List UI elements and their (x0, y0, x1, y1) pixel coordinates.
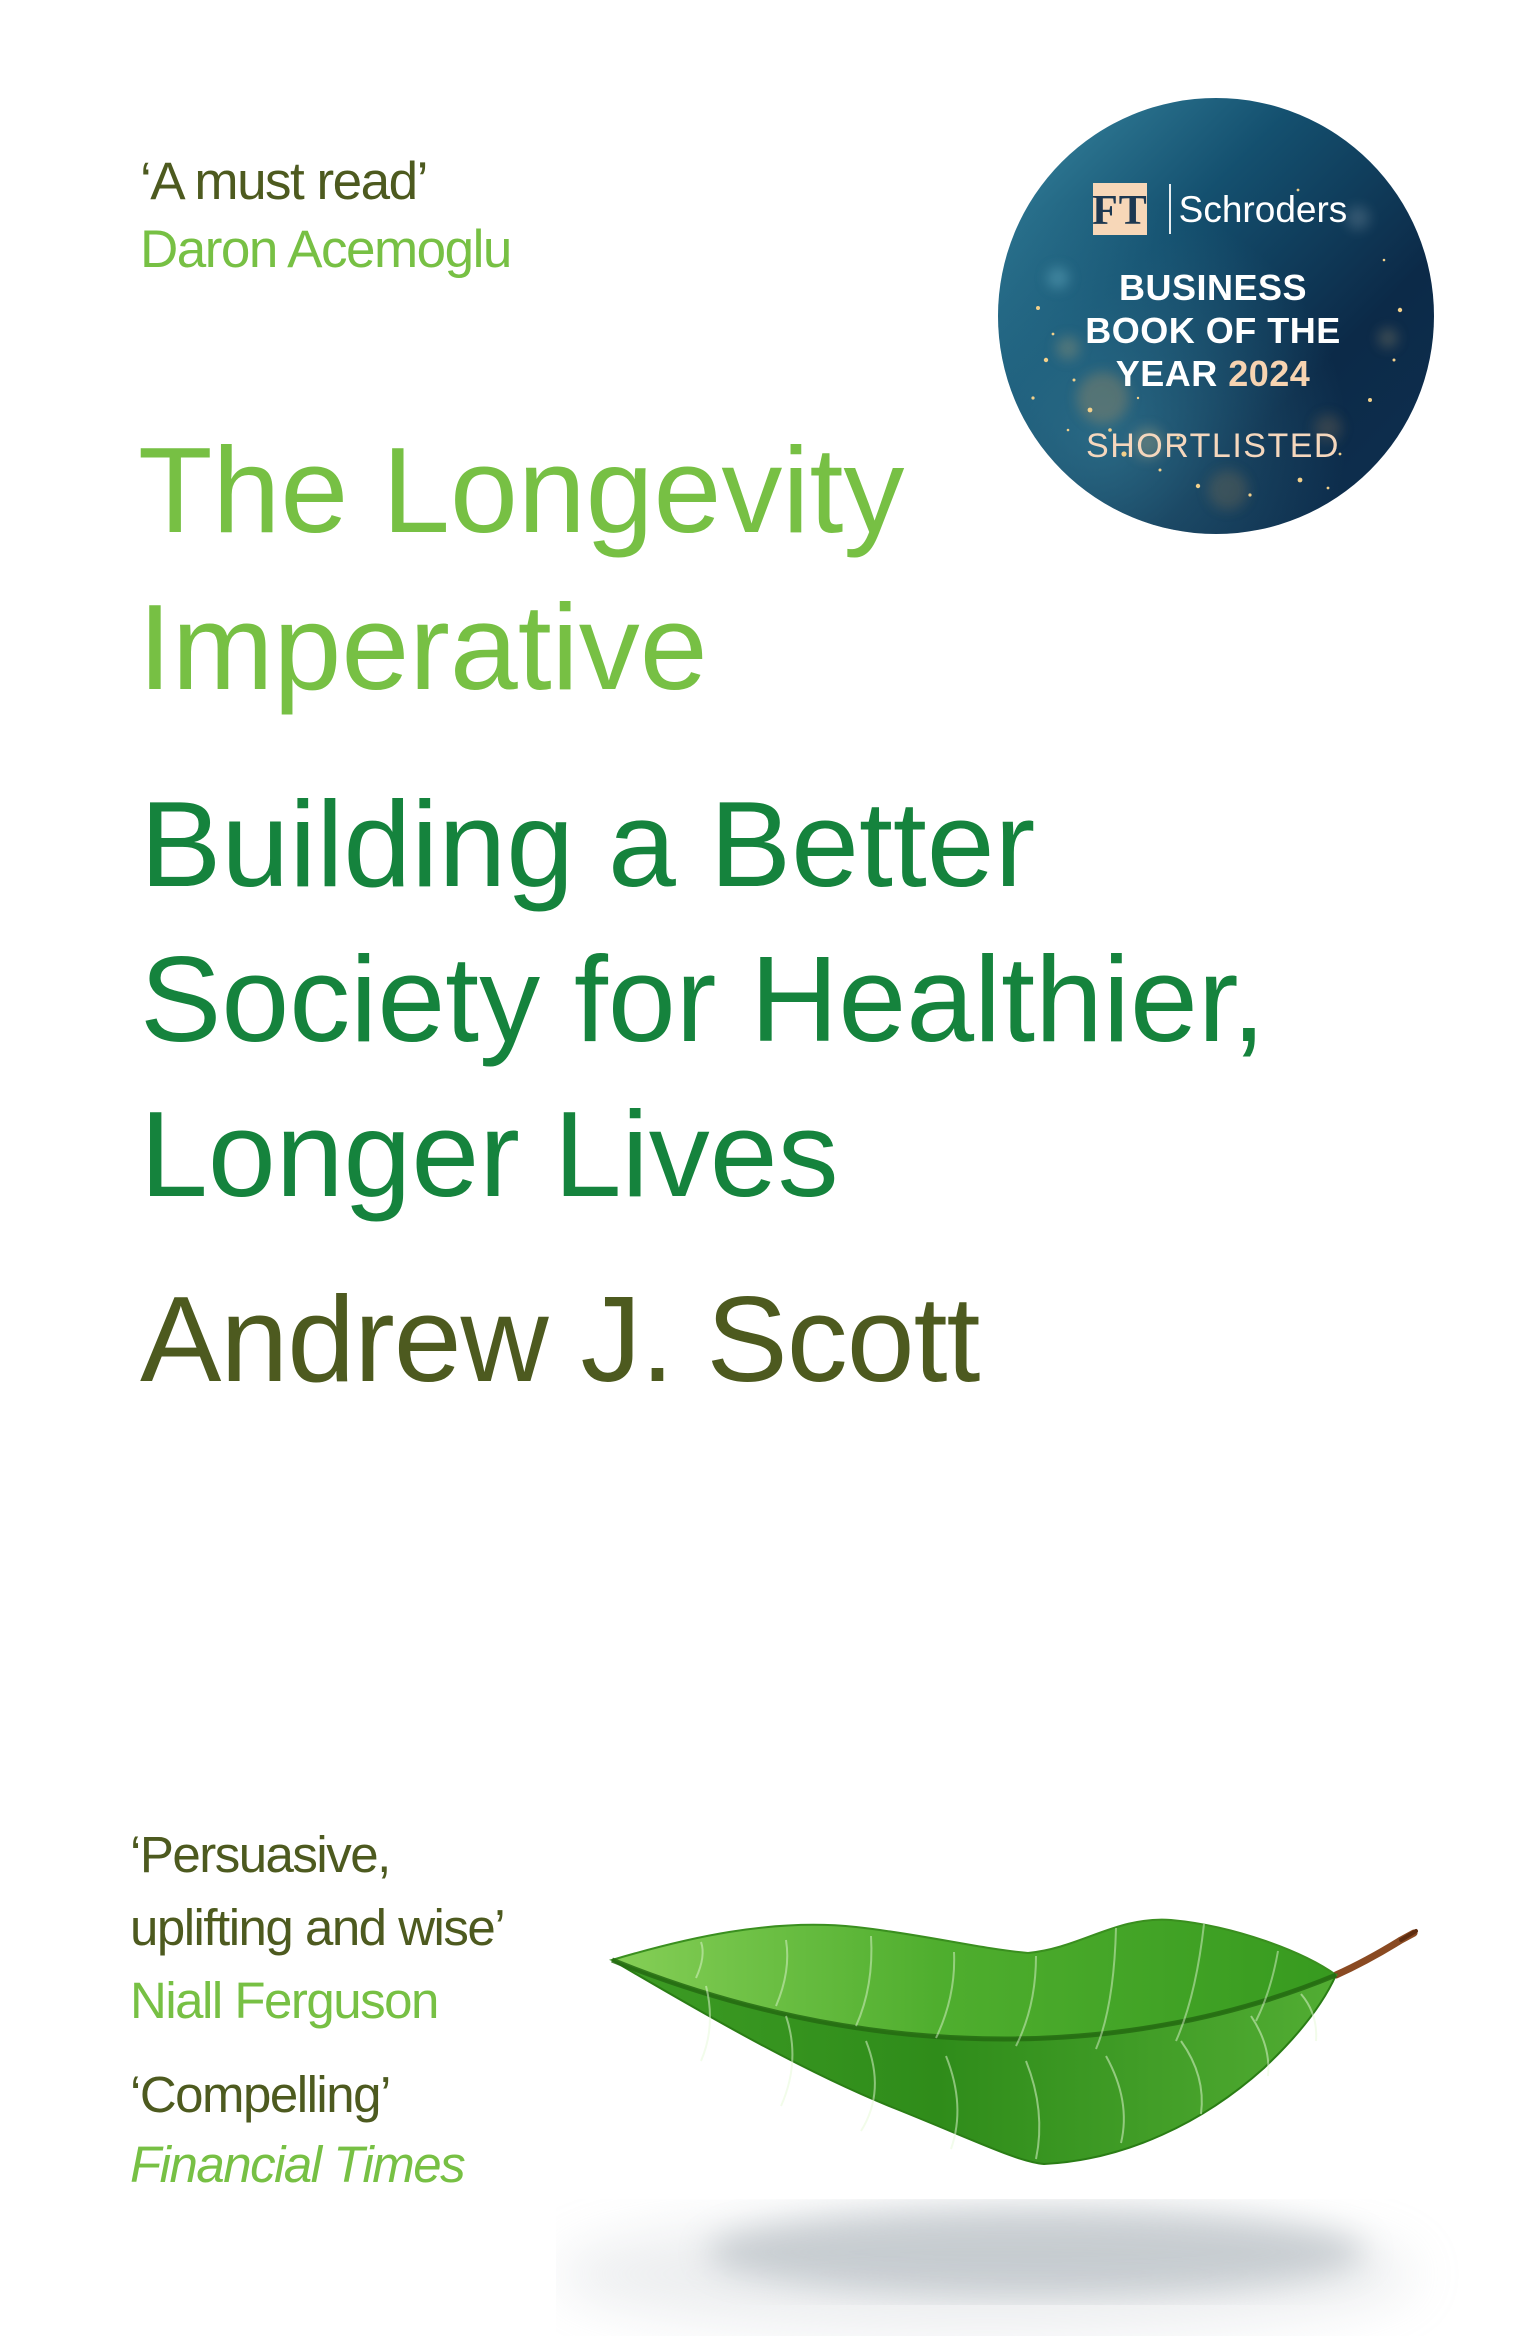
subtitle-line-2: Society for Healthier, (140, 931, 1266, 1067)
award-badge (998, 98, 1434, 534)
bottom-quote-2-attribution: Financial Times (130, 2136, 465, 2193)
divider-line (1169, 184, 1171, 234)
leaf-image (556, 1856, 1516, 2336)
top-quote-text: ‘A must read’ (140, 152, 427, 211)
bottom-quote-compelling (130, 2060, 464, 2200)
bottom-quote-1-attribution: Niall Ferguson (130, 1972, 438, 2029)
sponsor-text: Schroders (1178, 189, 1348, 230)
ft-logo-text: FT (1092, 188, 1148, 234)
top-quote-attribution: Daron Acemoglu (140, 220, 511, 279)
shortlisted-text: SHORTLISTED (1086, 427, 1340, 465)
bottom-quote-1-line-2: uplifting and wise’ (130, 1899, 505, 1956)
subtitle-line-1: Building a Better (140, 776, 1036, 912)
ft-schroders-lockup (1092, 183, 1347, 235)
bottom-quote-1-line-1: ‘Persuasive, (130, 1826, 390, 1883)
award-year-label: YEAR (1115, 353, 1229, 394)
author-name: Andrew J. Scott (140, 1271, 980, 1407)
book-subtitle (140, 767, 1266, 1232)
subtitle-line-3: Longer Lives (140, 1086, 839, 1222)
award-line-3 (1116, 353, 1311, 394)
bottom-quote-2-text: ‘Compelling’ (130, 2066, 390, 2123)
award-title (1085, 267, 1341, 394)
title-line-1: The Longevity (138, 422, 905, 558)
award-line-2: BOOK OF THE (1085, 310, 1341, 351)
leaf-shadow-inner (706, 2208, 1366, 2296)
book-title (138, 412, 904, 726)
top-quote (140, 148, 511, 284)
award-year-value: 2024 (1228, 353, 1311, 394)
award-line-1: BUSINESS (1118, 267, 1308, 308)
bottom-quote-persuasive (130, 1818, 504, 2037)
title-line-2: Imperative (138, 579, 708, 715)
